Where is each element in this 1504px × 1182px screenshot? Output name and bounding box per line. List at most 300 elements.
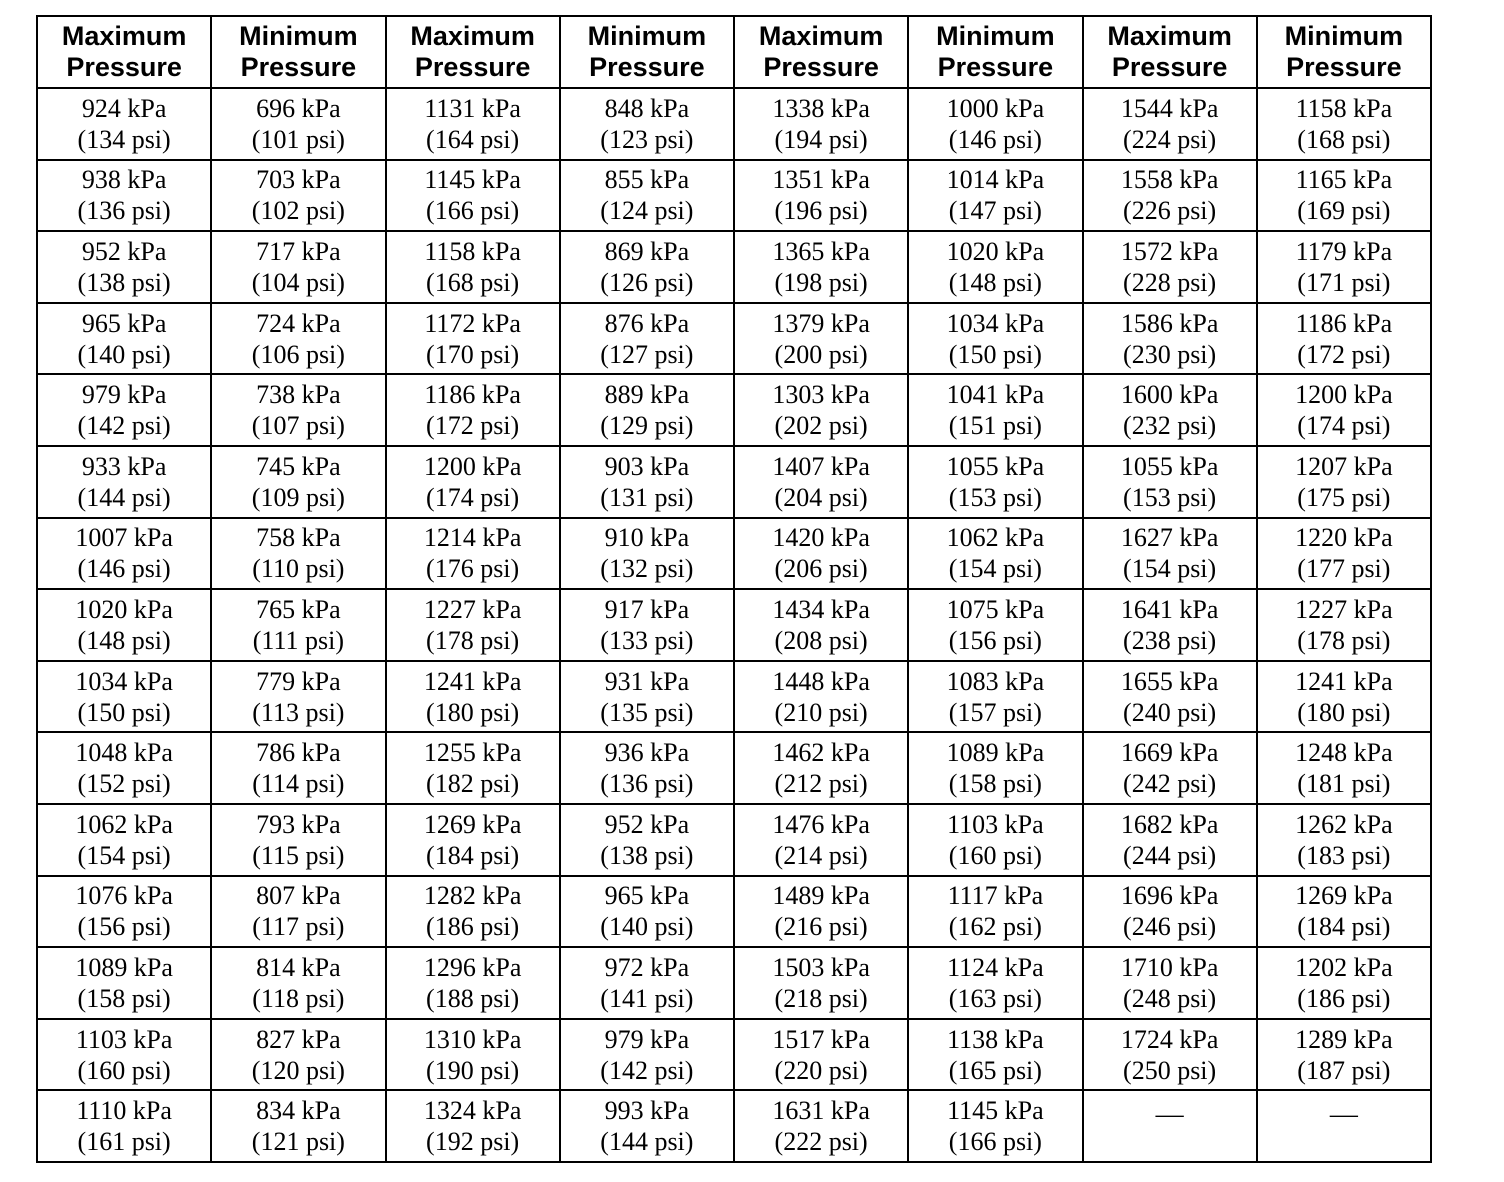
table-cell xyxy=(734,160,908,232)
table-cell xyxy=(560,1019,734,1091)
table-cell xyxy=(211,374,385,446)
table-cell xyxy=(1257,160,1431,232)
table-cell xyxy=(734,804,908,876)
table-cell xyxy=(37,1019,211,1091)
column-header-text: Pressure xyxy=(414,52,531,82)
cell-value: (126 psi) xyxy=(600,267,694,297)
table-cell xyxy=(37,303,211,375)
cell-value: (172 psi) xyxy=(426,411,520,441)
cell-value: (174 psi) xyxy=(1297,411,1391,441)
cell-value: (208 psi) xyxy=(774,625,868,655)
cell-value: (157 psi) xyxy=(948,697,1042,727)
column-header xyxy=(560,16,734,88)
table-cell xyxy=(560,876,734,948)
cell-value: 717 kPa xyxy=(256,236,341,266)
cell-value: (198 psi) xyxy=(774,267,868,297)
table-cell xyxy=(560,446,734,518)
table-cell xyxy=(1083,589,1257,661)
table-cell xyxy=(560,303,734,375)
cell-value: 1007 kPa xyxy=(75,523,173,553)
cell-value: (120 psi) xyxy=(251,1055,345,1085)
cell-value: (136 psi) xyxy=(77,196,171,226)
column-header xyxy=(908,16,1082,88)
cell-value: 917 kPa xyxy=(604,594,690,624)
table-cell xyxy=(211,160,385,232)
table-row xyxy=(37,1019,1431,1091)
column-header xyxy=(1257,16,1431,88)
cell-value: 924 kPa xyxy=(81,93,167,123)
cell-value: 1200 kPa xyxy=(1295,380,1393,410)
table-cell xyxy=(1083,446,1257,518)
cell-value: 1324 kPa xyxy=(423,1096,522,1126)
cell-value: (151 psi) xyxy=(948,411,1042,441)
table-cell xyxy=(908,947,1082,1019)
cell-value: (114 psi) xyxy=(252,769,345,799)
cell-value: (121 psi) xyxy=(251,1127,345,1157)
cell-value: (178 psi) xyxy=(426,625,520,655)
table-cell xyxy=(734,732,908,804)
table-cell xyxy=(211,661,385,733)
cell-value: 1434 kPa xyxy=(772,594,870,624)
table-cell xyxy=(734,231,908,303)
cell-value: 1351 kPa xyxy=(772,165,870,195)
cell-value: (166 psi) xyxy=(426,196,520,226)
cell-value: (216 psi) xyxy=(774,912,868,942)
cell-value: (250 psi) xyxy=(1123,1055,1217,1085)
table-cell xyxy=(734,1019,908,1091)
cell-value: 938 kPa xyxy=(81,165,167,195)
table-row xyxy=(37,661,1431,733)
cell-value: (181 psi) xyxy=(1297,769,1391,799)
table-cell xyxy=(37,876,211,948)
cell-value: 1207 kPa xyxy=(1295,451,1393,481)
cell-value: (202 psi) xyxy=(774,411,868,441)
table-cell xyxy=(37,446,211,518)
column-header-text: Maximum xyxy=(758,21,884,51)
cell-value: 1682 kPa xyxy=(1120,809,1219,839)
cell-value: 1379 kPa xyxy=(772,308,870,338)
table-cell xyxy=(37,947,211,1019)
table-row xyxy=(37,876,1431,948)
cell-value: 1241 kPa xyxy=(1295,666,1393,696)
cell-value: 1214 kPa xyxy=(423,523,522,553)
column-header-text: Pressure xyxy=(763,52,879,82)
table-cell xyxy=(1083,804,1257,876)
cell-value: 933 kPa xyxy=(81,451,167,481)
table-cell xyxy=(211,303,385,375)
cell-value: 1489 kPa xyxy=(772,881,870,911)
cell-value: (146 psi) xyxy=(948,124,1042,154)
table-cell xyxy=(734,374,908,446)
column-header xyxy=(1083,16,1257,88)
cell-value: (135 psi) xyxy=(600,697,694,727)
cell-value: (138 psi) xyxy=(600,840,694,870)
column-header-text: Minimum xyxy=(936,21,1055,51)
cell-value: 1420 kPa xyxy=(772,523,870,553)
cell-value: 827 kPa xyxy=(256,1024,341,1054)
cell-value: (184 psi) xyxy=(1297,912,1391,942)
table-cell xyxy=(560,374,734,446)
cell-value: (162 psi) xyxy=(948,912,1042,942)
cell-value: (142 psi) xyxy=(600,1055,694,1085)
cell-value: (156 psi) xyxy=(77,912,171,942)
table-cell xyxy=(1257,947,1431,1019)
cell-value: (196 psi) xyxy=(774,196,868,226)
table-cell xyxy=(37,732,211,804)
table-cell xyxy=(386,589,560,661)
table-cell xyxy=(386,1019,560,1091)
cell-value: 1083 kPa xyxy=(946,666,1045,696)
cell-value: 1138 kPa xyxy=(947,1024,1044,1054)
cell-value: 1227 kPa xyxy=(423,594,522,624)
cell-value: 1262 kPa xyxy=(1295,809,1393,839)
cell-value: 1103 kPa xyxy=(75,1024,173,1054)
cell-value: 1020 kPa xyxy=(75,594,173,624)
table-cell xyxy=(1257,88,1431,160)
cell-value: 1586 kPa xyxy=(1120,308,1219,338)
cell-value: (184 psi) xyxy=(426,840,520,870)
cell-value: (142 psi) xyxy=(77,411,171,441)
table-row xyxy=(37,804,1431,876)
table-cell xyxy=(211,876,385,948)
cell-value: 779 kPa xyxy=(256,666,341,696)
column-header-text: Minimum xyxy=(239,21,358,51)
table-cell xyxy=(560,88,734,160)
cell-value: (192 psi) xyxy=(426,1127,520,1157)
cell-value: 814 kPa xyxy=(256,952,341,982)
cell-value: 903 kPa xyxy=(604,451,690,481)
cell-value: (170 psi) xyxy=(426,339,520,369)
cell-value: (153 psi) xyxy=(1123,482,1217,512)
empty-cell-dash: — xyxy=(1329,1098,1358,1130)
cell-value: (156 psi) xyxy=(948,625,1042,655)
table-cell xyxy=(1083,231,1257,303)
table-cell xyxy=(734,303,908,375)
cell-value: (160 psi) xyxy=(77,1055,171,1085)
cell-value: 965 kPa xyxy=(81,308,167,338)
table-cell xyxy=(908,876,1082,948)
cell-value: (131 psi) xyxy=(600,482,694,512)
cell-value: (148 psi) xyxy=(77,625,171,655)
table-cell xyxy=(908,661,1082,733)
cell-value: 1103 kPa xyxy=(947,809,1044,839)
cell-value: (140 psi) xyxy=(77,339,171,369)
cell-value: (115 psi) xyxy=(252,840,345,870)
cell-value: (136 psi) xyxy=(600,769,694,799)
cell-value: (117 psi) xyxy=(252,912,345,942)
cell-value: (154 psi) xyxy=(77,840,171,870)
cell-value: 1407 kPa xyxy=(772,451,870,481)
cell-value: (226 psi) xyxy=(1123,196,1217,226)
pressure-table xyxy=(36,15,1432,1163)
table-row xyxy=(37,732,1431,804)
cell-value: 1296 kPa xyxy=(423,952,522,982)
table-cell xyxy=(1257,732,1431,804)
cell-value: (165 psi) xyxy=(948,1055,1042,1085)
cell-value: 1034 kPa xyxy=(75,666,173,696)
cell-value: (182 psi) xyxy=(426,769,520,799)
table-row xyxy=(37,231,1431,303)
cell-value: (246 psi) xyxy=(1123,912,1217,942)
cell-value: 1089 kPa xyxy=(946,738,1045,768)
table-cell xyxy=(37,231,211,303)
table-cell xyxy=(560,518,734,590)
table-cell xyxy=(908,732,1082,804)
table-cell xyxy=(1257,231,1431,303)
table-cell xyxy=(560,661,734,733)
column-header xyxy=(211,16,385,88)
cell-value: (118 psi) xyxy=(252,983,345,1013)
table-cell xyxy=(1083,518,1257,590)
cell-value: 1220 kPa xyxy=(1295,523,1393,553)
cell-value: 1000 kPa xyxy=(946,93,1045,123)
cell-value: 876 kPa xyxy=(604,308,690,338)
cell-value: (158 psi) xyxy=(77,983,171,1013)
table-cell xyxy=(37,804,211,876)
cell-value: 1075 kPa xyxy=(946,594,1045,624)
cell-value: (206 psi) xyxy=(774,554,868,584)
cell-value: (194 psi) xyxy=(774,124,868,154)
cell-value: 1014 kPa xyxy=(946,165,1045,195)
column-header xyxy=(37,16,211,88)
table-cell xyxy=(560,732,734,804)
cell-value: 1048 kPa xyxy=(75,738,173,768)
cell-value: (177 psi) xyxy=(1297,554,1391,584)
cell-value: (113 psi) xyxy=(252,697,345,727)
cell-value: 1158 kPa xyxy=(424,236,521,266)
table-cell xyxy=(560,231,734,303)
cell-value: 1020 kPa xyxy=(946,236,1045,266)
cell-value: 979 kPa xyxy=(604,1024,690,1054)
cell-value: (154 psi) xyxy=(1123,554,1217,584)
table-cell xyxy=(211,947,385,1019)
cell-value: 1572 kPa xyxy=(1120,236,1219,266)
cell-value: 1517 kPa xyxy=(772,1024,870,1054)
cell-value: 1248 kPa xyxy=(1295,738,1393,768)
header-row xyxy=(37,16,1431,88)
table-cell xyxy=(211,1019,385,1091)
cell-value: 745 kPa xyxy=(256,451,341,481)
cell-value: (107 psi) xyxy=(251,411,345,441)
cell-value: 758 kPa xyxy=(256,523,341,553)
empty-cell-dash: — xyxy=(1155,1098,1184,1130)
cell-value: (175 psi) xyxy=(1297,482,1391,512)
cell-value: (168 psi) xyxy=(1297,124,1391,154)
cell-value: 1131 kPa xyxy=(424,93,521,123)
table-cell xyxy=(1083,88,1257,160)
cell-value: (148 psi) xyxy=(948,267,1042,297)
cell-value: 1186 kPa xyxy=(1295,308,1393,338)
cell-value: 1227 kPa xyxy=(1295,594,1393,624)
cell-value: (166 psi) xyxy=(948,1127,1042,1157)
table-cell xyxy=(37,88,211,160)
cell-value: 1110 kPa xyxy=(76,1096,172,1126)
cell-value: (132 psi) xyxy=(600,554,694,584)
cell-value: (220 psi) xyxy=(774,1055,868,1085)
cell-value: 979 kPa xyxy=(81,380,167,410)
cell-value: 972 kPa xyxy=(604,952,690,982)
table-cell xyxy=(908,804,1082,876)
cell-value: (127 psi) xyxy=(600,339,694,369)
table-row xyxy=(37,374,1431,446)
cell-value: 952 kPa xyxy=(81,236,167,266)
cell-value: (146 psi) xyxy=(77,554,171,584)
cell-value: (212 psi) xyxy=(774,769,868,799)
cell-value: (224 psi) xyxy=(1123,124,1217,154)
cell-value: (164 psi) xyxy=(426,124,520,154)
cell-value: (163 psi) xyxy=(948,983,1042,1013)
cell-value: (172 psi) xyxy=(1297,339,1391,369)
table-cell xyxy=(1257,661,1431,733)
cell-value: (133 psi) xyxy=(600,625,694,655)
column-header-text: Pressure xyxy=(240,52,357,82)
cell-value: (150 psi) xyxy=(948,339,1042,369)
cell-value: 696 kPa xyxy=(256,93,341,123)
cell-value: 703 kPa xyxy=(256,165,341,195)
cell-value: (187 psi) xyxy=(1297,1055,1391,1085)
cell-value: (186 psi) xyxy=(1297,983,1391,1013)
cell-value: 1172 kPa xyxy=(424,308,521,338)
cell-value: 889 kPa xyxy=(604,380,690,410)
table-cell xyxy=(386,1090,560,1162)
cell-value: (238 psi) xyxy=(1123,625,1217,655)
cell-value: 1669 kPa xyxy=(1120,738,1219,768)
cell-value: (140 psi) xyxy=(600,912,694,942)
table-cell xyxy=(734,518,908,590)
cell-value: 936 kPa xyxy=(604,738,690,768)
table-cell xyxy=(734,1090,908,1162)
table-cell xyxy=(908,518,1082,590)
cell-value: 1724 kPa xyxy=(1120,1024,1219,1054)
table-cell xyxy=(734,589,908,661)
table-cell xyxy=(211,231,385,303)
cell-value: 855 kPa xyxy=(604,165,690,195)
table-cell xyxy=(386,661,560,733)
cell-value: (150 psi) xyxy=(77,697,171,727)
cell-value: (104 psi) xyxy=(251,267,345,297)
table-cell xyxy=(1083,947,1257,1019)
cell-value: (204 psi) xyxy=(774,482,868,512)
cell-value: (232 psi) xyxy=(1123,411,1217,441)
cell-value: 848 kPa xyxy=(604,93,690,123)
cell-value: 931 kPa xyxy=(604,666,690,696)
table-cell xyxy=(1257,518,1431,590)
cell-value: (144 psi) xyxy=(600,1127,694,1157)
column-header-text: Maximum xyxy=(1107,21,1232,51)
cell-value: 1034 kPa xyxy=(946,308,1045,338)
cell-value: (180 psi) xyxy=(1297,697,1391,727)
cell-value: 965 kPa xyxy=(604,881,690,911)
column-header-text: Maximum xyxy=(410,21,535,51)
table-cell xyxy=(908,88,1082,160)
column-header-text: Maximum xyxy=(61,21,187,51)
table-cell xyxy=(908,1019,1082,1091)
table-cell xyxy=(1083,1019,1257,1091)
table-cell xyxy=(211,446,385,518)
cell-value: 786 kPa xyxy=(256,738,341,768)
cell-value: (222 psi) xyxy=(774,1127,868,1157)
column-header-text: Pressure xyxy=(1286,52,1402,82)
table-body xyxy=(37,88,1431,1162)
cell-value: (214 psi) xyxy=(774,840,868,870)
table-cell xyxy=(734,446,908,518)
cell-value: 738 kPa xyxy=(256,380,341,410)
table-cell xyxy=(1083,160,1257,232)
table-cell xyxy=(908,446,1082,518)
cell-value: 1365 kPa xyxy=(772,236,870,266)
table-cell xyxy=(1257,804,1431,876)
cell-value: 1282 kPa xyxy=(423,881,522,911)
cell-value: 1117 kPa xyxy=(947,881,1044,911)
cell-value: (210 psi) xyxy=(774,697,868,727)
cell-value: 1600 kPa xyxy=(1120,380,1219,410)
cell-value: 1710 kPa xyxy=(1120,952,1219,982)
table-cell xyxy=(734,947,908,1019)
table-cell xyxy=(1083,374,1257,446)
cell-value: 793 kPa xyxy=(256,809,341,839)
table-cell xyxy=(908,231,1082,303)
cell-value: 1631 kPa xyxy=(772,1096,870,1126)
table-cell xyxy=(908,374,1082,446)
table-cell xyxy=(908,160,1082,232)
cell-value: 910 kPa xyxy=(604,523,690,553)
cell-value: 1062 kPa xyxy=(75,809,173,839)
cell-value: 1544 kPa xyxy=(1120,93,1219,123)
cell-value: 1165 kPa xyxy=(1295,165,1393,195)
column-header-text: Minimum xyxy=(587,21,707,51)
table-row xyxy=(37,1090,1431,1162)
cell-value: 952 kPa xyxy=(604,809,690,839)
table-cell xyxy=(386,231,560,303)
cell-value: (134 psi) xyxy=(77,124,171,154)
cell-value: (240 psi) xyxy=(1123,697,1217,727)
cell-value: (124 psi) xyxy=(600,196,694,226)
cell-value: 1476 kPa xyxy=(772,809,870,839)
cell-value: (190 psi) xyxy=(426,1055,520,1085)
cell-value: (160 psi) xyxy=(948,840,1042,870)
table-row xyxy=(37,446,1431,518)
table-cell xyxy=(37,589,211,661)
cell-value: (123 psi) xyxy=(600,124,694,154)
cell-value: 1289 kPa xyxy=(1295,1024,1393,1054)
table-cell xyxy=(386,947,560,1019)
cell-value: 1558 kPa xyxy=(1120,165,1219,195)
cell-value: 1641 kPa xyxy=(1120,594,1219,624)
cell-value: 1124 kPa xyxy=(947,952,1044,982)
cell-value: (180 psi) xyxy=(426,697,520,727)
cell-value: 1310 kPa xyxy=(423,1024,522,1054)
cell-value: 1179 kPa xyxy=(1295,236,1393,266)
table-cell xyxy=(386,303,560,375)
cell-value: 1089 kPa xyxy=(75,952,173,982)
cell-value: (106 psi) xyxy=(251,339,345,369)
table-cell xyxy=(1083,1090,1257,1162)
table-cell xyxy=(908,303,1082,375)
cell-value: (244 psi) xyxy=(1123,840,1217,870)
table-cell xyxy=(37,518,211,590)
table-row xyxy=(37,88,1431,160)
table-cell xyxy=(908,1090,1082,1162)
cell-value: (152 psi) xyxy=(77,769,171,799)
table-row xyxy=(37,160,1431,232)
cell-value: (188 psi) xyxy=(426,983,520,1013)
cell-value: 1076 kPa xyxy=(75,881,173,911)
cell-value: 1503 kPa xyxy=(772,952,870,982)
cell-value: (147 psi) xyxy=(948,196,1042,226)
cell-value: (176 psi) xyxy=(426,554,520,584)
table-cell xyxy=(37,661,211,733)
cell-value: 1055 kPa xyxy=(1120,451,1219,481)
